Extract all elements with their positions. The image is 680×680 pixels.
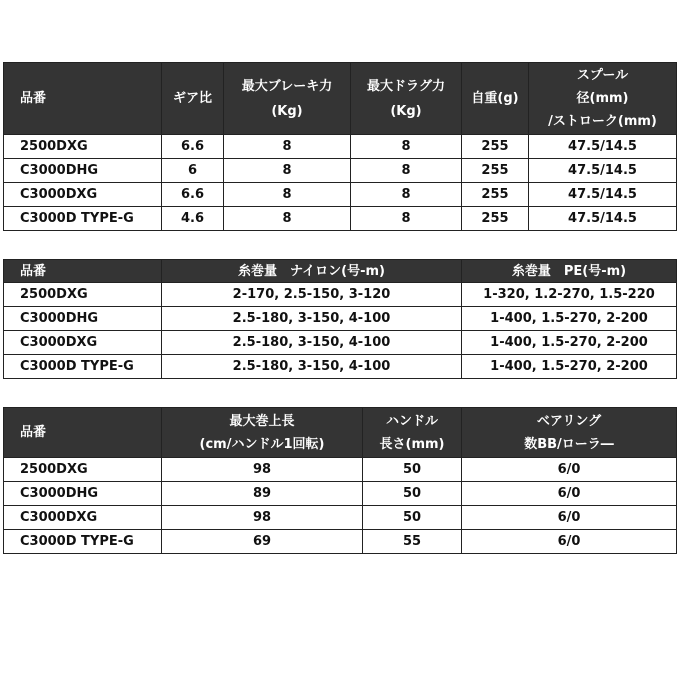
table-row [4, 135, 677, 159]
header-max-brake [224, 63, 351, 135]
cell-spool: 47.5/14.5 [529, 135, 677, 159]
cell-gear-ratio: 6.6 [162, 183, 224, 207]
table-row [4, 307, 677, 331]
header-bearings [462, 408, 677, 458]
cell-model: 2500DXG [4, 458, 162, 482]
table-row [4, 283, 677, 307]
header-gear-ratio: ギア比 [162, 63, 224, 135]
cell-model: 2500DXG [4, 283, 162, 307]
header-max-brake-line2: (Kg) [271, 103, 303, 119]
cell-gear-ratio: 4.6 [162, 207, 224, 231]
header-max-drag-line1: 最大ドラグ力 [366, 78, 445, 94]
header-max-brake-line1: 最大ブレーキ力 [241, 78, 333, 94]
cell-spool: 47.5/14.5 [529, 207, 677, 231]
cell-max-brake: 8 [224, 159, 351, 183]
cell-max-drag: 8 [351, 207, 462, 231]
header-spool-line3: /ストローク(mm) [548, 114, 657, 129]
cell-pe-capacity: 1-400, 1.5-270, 2-200 [462, 307, 677, 331]
table-row [4, 530, 677, 554]
header-handle-length-line1: ハンドル [385, 413, 438, 429]
cell-handle-length: 50 [363, 482, 462, 506]
cell-nylon-capacity: 2.5-180, 3-150, 4-100 [162, 331, 462, 355]
cell-model: C3000DHG [4, 307, 162, 331]
cell-gear-ratio: 6 [162, 159, 224, 183]
cell-max-brake: 8 [224, 207, 351, 231]
header-max-drag-line2: (Kg) [390, 103, 422, 119]
header-pe-capacity: 糸巻量 PE(号-m) [462, 260, 677, 283]
cell-model: C3000DHG [4, 482, 162, 506]
table-row [4, 207, 677, 231]
header-max-retrieve [162, 408, 363, 458]
cell-weight: 255 [462, 135, 529, 159]
cell-model: C3000DHG [4, 159, 162, 183]
header-nylon-capacity: 糸巻量 ナイロン(号-m) [162, 260, 462, 283]
cell-weight: 255 [462, 183, 529, 207]
cell-model: C3000DXG [4, 183, 162, 207]
table-row [4, 331, 677, 355]
cell-handle-length: 50 [363, 458, 462, 482]
cell-bearings: 6/0 [462, 530, 677, 554]
header-spool-line2: 径(mm) [576, 91, 629, 106]
header-bearings-line1: ベアリング [536, 413, 602, 429]
cell-model: C3000DXG [4, 506, 162, 530]
cell-model: C3000D TYPE-G [4, 355, 162, 379]
header-model: 品番 [4, 260, 162, 283]
cell-max-retrieve: 89 [162, 482, 363, 506]
header-handle-length-line2: 長さ(mm) [379, 436, 445, 452]
header-bearings-line2: 数BB/ローラ― [524, 436, 614, 452]
table-row [4, 458, 677, 482]
cell-max-drag: 8 [351, 159, 462, 183]
cell-max-retrieve: 98 [162, 506, 363, 530]
cell-bearings: 6/0 [462, 458, 677, 482]
cell-spool: 47.5/14.5 [529, 183, 677, 207]
spec-table-performance [3, 62, 677, 231]
cell-max-brake: 8 [224, 135, 351, 159]
cell-max-retrieve: 98 [162, 458, 363, 482]
cell-pe-capacity: 1-320, 1.2-270, 1.5-220 [462, 283, 677, 307]
cell-model: C3000DXG [4, 331, 162, 355]
cell-nylon-capacity: 2.5-180, 3-150, 4-100 [162, 307, 462, 331]
cell-bearings: 6/0 [462, 506, 677, 530]
cell-max-drag: 8 [351, 135, 462, 159]
spec-table-line-capacity [3, 259, 677, 379]
cell-pe-capacity: 1-400, 1.5-270, 2-200 [462, 331, 677, 355]
cell-nylon-capacity: 2-170, 2.5-150, 3-120 [162, 283, 462, 307]
cell-gear-ratio: 6.6 [162, 135, 224, 159]
table-row [4, 506, 677, 530]
header-spool-line1: スプール [576, 68, 629, 83]
cell-weight: 255 [462, 207, 529, 231]
cell-handle-length: 55 [363, 530, 462, 554]
table-header-row [4, 63, 677, 135]
cell-weight: 255 [462, 159, 529, 183]
header-max-retrieve-line1: 最大巻上長 [229, 413, 295, 429]
cell-model: 2500DXG [4, 135, 162, 159]
cell-model: C3000D TYPE-G [4, 530, 162, 554]
header-max-drag [351, 63, 462, 135]
header-model: 品番 [4, 63, 162, 135]
cell-pe-capacity: 1-400, 1.5-270, 2-200 [462, 355, 677, 379]
spec-table-retrieve-handle-bearing [3, 407, 677, 554]
table-row [4, 183, 677, 207]
cell-nylon-capacity: 2.5-180, 3-150, 4-100 [162, 355, 462, 379]
cell-model: C3000D TYPE-G [4, 207, 162, 231]
header-max-retrieve-line2: (cm/ハンドル1回転) [199, 436, 325, 452]
header-handle-length [363, 408, 462, 458]
cell-bearings: 6/0 [462, 482, 677, 506]
table-row [4, 482, 677, 506]
header-model: 品番 [4, 408, 162, 458]
cell-max-brake: 8 [224, 183, 351, 207]
table-header-row [4, 408, 677, 458]
header-spool [529, 63, 677, 135]
table-row [4, 159, 677, 183]
header-weight: 自重(g) [462, 63, 529, 135]
cell-handle-length: 50 [363, 506, 462, 530]
table-header-row [4, 260, 677, 283]
cell-spool: 47.5/14.5 [529, 159, 677, 183]
table-row [4, 355, 677, 379]
cell-max-drag: 8 [351, 183, 462, 207]
cell-max-retrieve: 69 [162, 530, 363, 554]
